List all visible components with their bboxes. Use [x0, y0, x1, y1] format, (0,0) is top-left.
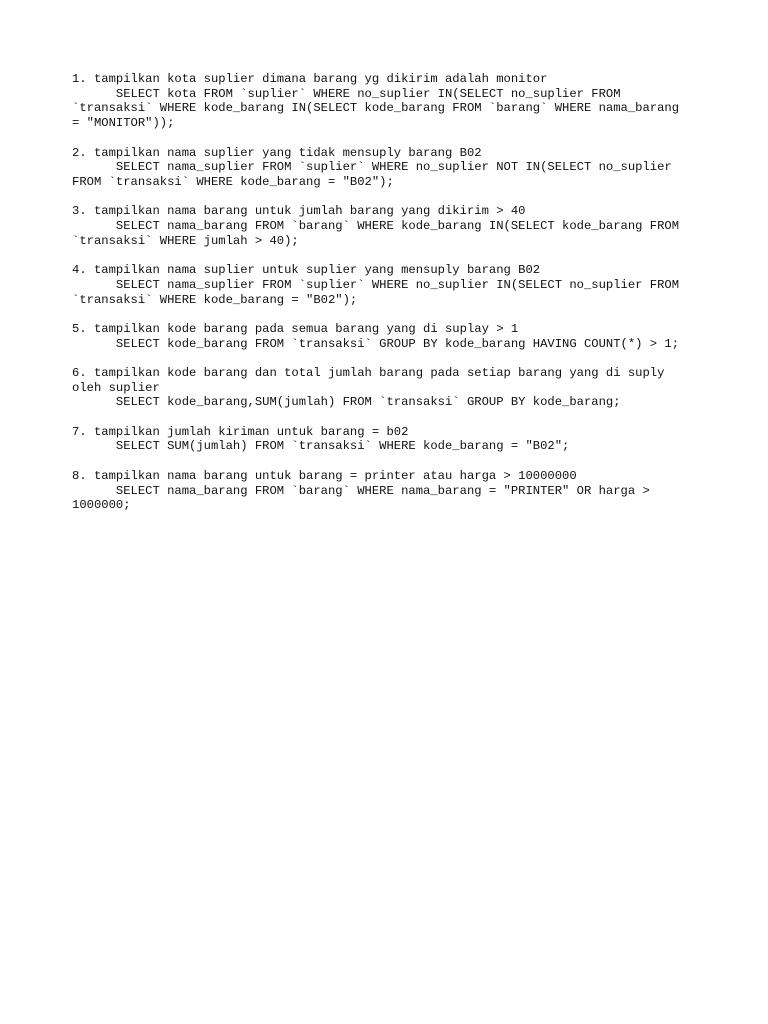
query-item-4	[72, 263, 702, 307]
question-text: 7. tampilkan jumlah kiriman untuk barang = b02	[72, 424, 409, 439]
sql-query-line: SELECT kode_barang,SUM(jumlah) FROM `transaksi` GROUP BY kode_barang;	[72, 395, 621, 410]
question-text: oleh suplier	[72, 380, 160, 395]
sql-query-line: = "MONITOR"));	[72, 116, 175, 131]
question-text: 5. tampilkan kode barang pada semua barang yang di suplay > 1	[72, 321, 519, 336]
sql-query-line: SELECT kode_barang FROM `transaksi` GROUP BY kode_barang HAVING COUNT(*) > 1;	[72, 336, 680, 351]
query-item-2	[72, 146, 702, 190]
query-item-3	[72, 204, 702, 248]
sql-query-line: FROM `transaksi` WHERE kode_barang = "B02");	[72, 174, 394, 189]
query-item-5	[72, 322, 702, 351]
question-text: 2. tampilkan nama suplier yang tidak mensuply barang B02	[72, 145, 482, 160]
question-text: 8. tampilkan nama barang untuk barang = printer atau harga > 10000000	[72, 468, 577, 483]
sql-query-line: SELECT nama_barang FROM `barang` WHERE nama_barang = "PRINTER" OR harga >	[72, 483, 650, 498]
query-item-8	[72, 469, 702, 513]
question-text: 4. tampilkan nama suplier untuk suplier yang mensuply barang B02	[72, 263, 541, 278]
query-item-1	[72, 72, 702, 131]
question-text: 3. tampilkan nama barang untuk jumlah barang yang dikirim > 40	[72, 204, 526, 219]
sql-query-line: `transaksi` WHERE kode_barang IN(SELECT kode_barang FROM `barang` WHERE nama_barang	[72, 101, 680, 116]
sql-query-line: SELECT kota FROM `suplier` WHERE no_suplier IN(SELECT no_suplier FROM	[72, 86, 621, 101]
question-text: 6. tampilkan kode barang dan total jumlah barang pada setiap barang yang di suply	[72, 365, 665, 380]
sql-query-line: SELECT nama_suplier FROM `suplier` WHERE no_suplier IN(SELECT no_suplier FROM	[72, 277, 680, 292]
document-page	[72, 72, 702, 528]
query-item-6	[72, 366, 702, 410]
query-item-7	[72, 425, 702, 454]
sql-query-line: `transaksi` WHERE jumlah > 40);	[72, 233, 299, 248]
question-text: 1. tampilkan kota suplier dimana barang yg dikirim adalah monitor	[72, 72, 548, 86]
sql-query-line: SELECT SUM(jumlah) FROM `transaksi` WHERE kode_barang = "B02";	[72, 439, 570, 454]
sql-query-line: SELECT nama_barang FROM `barang` WHERE kode_barang IN(SELECT kode_barang FROM	[72, 219, 680, 233]
sql-query-line: SELECT nama_suplier FROM `suplier` WHERE no_suplier NOT IN(SELECT no_suplier	[72, 160, 672, 175]
sql-query-line: `transaksi` WHERE kode_barang = "B02");	[72, 292, 358, 307]
sql-query-line: 1000000;	[72, 498, 131, 513]
